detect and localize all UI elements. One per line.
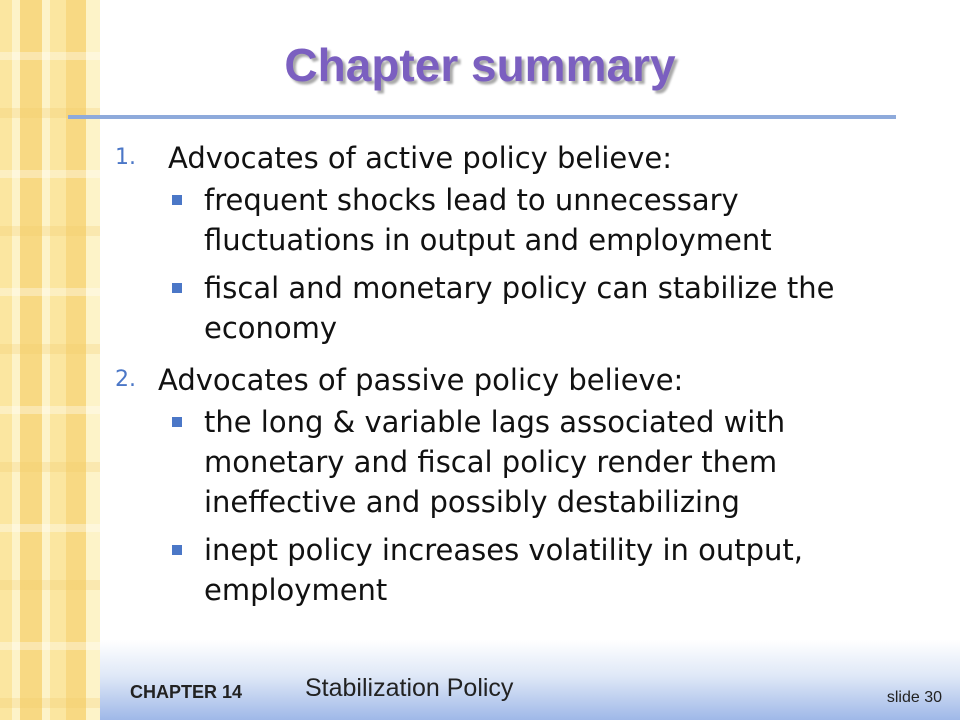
summary-point-2 [100,360,880,610]
bullet-item [100,530,880,610]
bullet-item [100,268,880,348]
bullet-text: frequent shocks lead to unnecessary fluctuations in output and employment [204,183,772,257]
point-number: 1. [115,145,136,170]
square-bullet-icon [172,545,182,555]
summary-point-1 [100,138,880,348]
square-bullet-icon [172,283,182,293]
chapter-title: Stabilization Policy [305,674,514,702]
footer-bar [100,640,960,720]
slide-title: Chapter summary [284,39,676,91]
bullet-item [100,180,880,260]
slide-content [100,138,880,618]
bullet-text: inept policy increases volatility in output, employment [204,533,803,607]
point-number: 2. [115,367,136,392]
chapter-label: CHAPTER 14 [130,682,243,702]
slide-number: slide 30 [886,689,942,706]
point-heading: Advocates of passive policy believe: [158,363,684,397]
bullet-item [100,402,880,522]
square-bullet-icon [172,195,182,205]
decorative-side-stripe [0,0,100,720]
bullet-list [100,180,880,348]
bullet-text: the long & variable lags associated with monetary and fiscal policy render them ineffective and possibly destabilizing [204,405,786,519]
title-divider [68,115,896,119]
bullet-list [100,402,880,610]
point-heading: Advocates of active policy believe: [168,141,673,175]
bullet-text: fiscal and monetary policy can stabilize the economy [204,271,835,345]
square-bullet-icon [172,417,182,427]
